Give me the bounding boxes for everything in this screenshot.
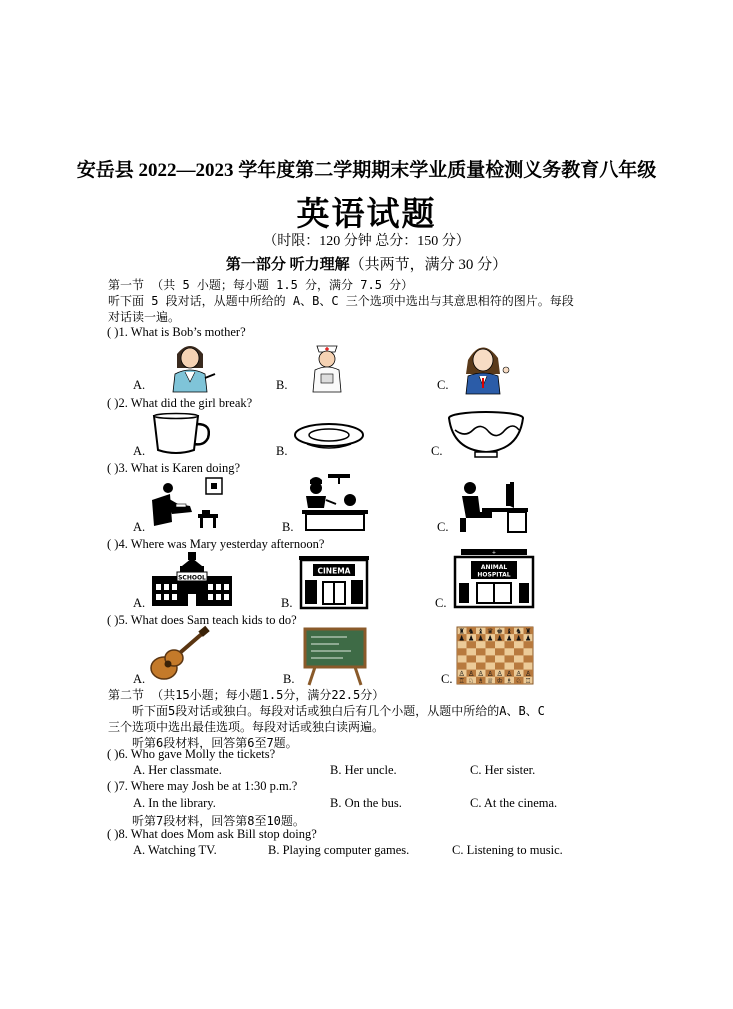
option-c[interactable]: C. Her sister. bbox=[470, 763, 536, 777]
option-label[interactable]: A. bbox=[133, 444, 146, 458]
school-sign: SCHOOL bbox=[178, 574, 206, 582]
option-c[interactable]: C. Listening to music. bbox=[452, 843, 563, 857]
option-label[interactable]: C. bbox=[441, 672, 453, 686]
option-a[interactable]: A. Watching TV. bbox=[133, 843, 217, 857]
svg-text:♔: ♔ bbox=[496, 677, 503, 685]
teacher-icon bbox=[458, 340, 512, 394]
svg-text:♗: ♗ bbox=[477, 677, 484, 685]
option-b[interactable]: B. Her uncle. bbox=[330, 763, 397, 777]
answer-blank[interactable]: ( ) bbox=[107, 779, 119, 793]
part1-heading-bold: 第一部分 听力理解 bbox=[225, 257, 350, 273]
answer-blank[interactable]: ( ) bbox=[107, 325, 119, 339]
svg-text:♟: ♟ bbox=[525, 634, 532, 643]
bowl-icon bbox=[447, 410, 525, 458]
part1-heading bbox=[0, 253, 733, 274]
question-5 bbox=[107, 613, 297, 628]
svg-text:♟: ♟ bbox=[477, 634, 484, 643]
cinema-sign: CINEMA bbox=[317, 566, 351, 576]
answer-blank[interactable]: ( ) bbox=[107, 827, 119, 841]
svg-text:♘: ♘ bbox=[468, 677, 475, 685]
question-text: 7. Where may Josh be at 1:30 p.m.? bbox=[118, 779, 298, 793]
option-b[interactable]: B. Playing computer games. bbox=[268, 843, 410, 857]
option-label[interactable]: B. bbox=[282, 520, 294, 534]
school-building-icon bbox=[152, 550, 232, 606]
option-a[interactable]: A. Her classmate. bbox=[133, 763, 222, 777]
svg-text:♟: ♟ bbox=[458, 634, 465, 643]
svg-text:♝: ♝ bbox=[477, 627, 484, 636]
chessboard-icon bbox=[457, 627, 533, 684]
svg-text:♙: ♙ bbox=[468, 669, 475, 678]
section1-heading: 第一节 （共 5 小题；每小题 1.5 分，满分 7.5 分） bbox=[108, 278, 414, 292]
svg-text:♞: ♞ bbox=[515, 627, 522, 636]
guitar-icon bbox=[148, 628, 210, 682]
svg-text:♙: ♙ bbox=[496, 669, 503, 678]
svg-text:♟: ♟ bbox=[468, 634, 475, 643]
answer-blank[interactable]: ( ) bbox=[107, 461, 119, 475]
svg-text:♟: ♟ bbox=[515, 634, 522, 643]
svg-text:+: + bbox=[491, 550, 497, 557]
answer-blank[interactable]: ( ) bbox=[107, 396, 119, 410]
svg-text:♜: ♜ bbox=[458, 627, 465, 636]
cinema-building-icon bbox=[299, 556, 369, 608]
question-text: 5. What does Sam teach kids to do? bbox=[118, 613, 297, 627]
option-label[interactable]: A. bbox=[133, 520, 146, 534]
option-c[interactable]: C. At the cinema. bbox=[470, 796, 558, 810]
option-a[interactable]: A. In the library. bbox=[133, 796, 216, 810]
answer-blank[interactable]: ( ) bbox=[107, 747, 119, 761]
option-label[interactable]: B. bbox=[276, 378, 288, 392]
cooking-icon bbox=[300, 472, 370, 532]
computer-desk-icon bbox=[456, 478, 528, 532]
reading-on-sofa-icon bbox=[150, 474, 226, 532]
svg-text:♙: ♙ bbox=[477, 669, 484, 678]
svg-text:♙: ♙ bbox=[458, 669, 465, 678]
option-b[interactable]: B. On the bus. bbox=[330, 796, 402, 810]
question-text: 4. Where was Mary yesterday afternoon? bbox=[118, 537, 325, 551]
receptionist-icon bbox=[165, 340, 215, 392]
question-8 bbox=[107, 827, 317, 842]
section2-instruction-1: 听下面5段对话或独白。每段对话或独白后有几个小题，从题中所给的A、B、C bbox=[132, 704, 545, 718]
svg-text:♖: ♖ bbox=[525, 677, 532, 685]
svg-text:♕: ♕ bbox=[487, 677, 494, 685]
option-label[interactable]: C. bbox=[431, 444, 443, 458]
question-1 bbox=[107, 325, 246, 340]
nurse-icon bbox=[305, 340, 349, 392]
material-7-note: 听第7段材料，回答第8至10题。 bbox=[132, 814, 305, 828]
svg-text:HOSPITAL: HOSPITAL bbox=[477, 571, 511, 579]
answer-blank[interactable]: ( ) bbox=[107, 613, 119, 627]
option-label[interactable]: B. bbox=[281, 596, 293, 610]
svg-text:♙: ♙ bbox=[487, 669, 494, 678]
question-text: 8. What does Mom ask Bill stop doing? bbox=[118, 827, 317, 841]
option-label[interactable]: C. bbox=[435, 596, 447, 610]
svg-text:♙: ♙ bbox=[506, 669, 513, 678]
cup-icon bbox=[150, 412, 214, 458]
plate-icon bbox=[293, 422, 365, 452]
question-text: 1. What is Bob’s mother? bbox=[118, 325, 246, 339]
question-6 bbox=[107, 747, 275, 762]
option-label[interactable]: A. bbox=[133, 672, 146, 686]
animal-hospital-icon bbox=[453, 549, 535, 607]
svg-text:♙: ♙ bbox=[525, 669, 532, 678]
svg-text:♙: ♙ bbox=[515, 669, 522, 678]
question-7 bbox=[107, 779, 297, 794]
svg-text:♜: ♜ bbox=[525, 627, 532, 636]
option-label[interactable]: C. bbox=[437, 378, 449, 392]
blackboard-icon bbox=[303, 627, 367, 685]
option-label[interactable]: B. bbox=[276, 444, 288, 458]
option-label[interactable]: C. bbox=[437, 520, 449, 534]
section2-heading: 第二节 （共15小题；每小题1.5分，满分22.5分） bbox=[108, 688, 385, 702]
svg-text:♝: ♝ bbox=[506, 627, 513, 636]
svg-text:ANIMAL: ANIMAL bbox=[480, 564, 508, 571]
svg-text:♟: ♟ bbox=[487, 634, 494, 643]
option-label[interactable]: B. bbox=[283, 672, 295, 686]
section1-instruction-2: 对话读一遍。 bbox=[108, 310, 181, 324]
question-text: 3. What is Karen doing? bbox=[118, 461, 241, 475]
svg-text:♖: ♖ bbox=[458, 677, 465, 685]
svg-text:♞: ♞ bbox=[468, 627, 475, 636]
material-6-note: 听第6段材料，回答第6至7题。 bbox=[132, 736, 298, 750]
question-2 bbox=[107, 396, 252, 411]
svg-text:♟: ♟ bbox=[496, 634, 503, 643]
answer-blank[interactable]: ( ) bbox=[107, 537, 119, 551]
part1-heading-rest: （共两节，满分 30 分） bbox=[349, 257, 508, 273]
question-text: 6. Who gave Molly the tickets? bbox=[118, 747, 276, 761]
section2-instruction-2: 三个选项中选出最佳选项。每段对话或独白读两遍。 bbox=[108, 720, 385, 734]
svg-text:♛: ♛ bbox=[487, 627, 494, 636]
section1-instruction-1: 听下面 5 段对话，从题中所给的 A、B、C 三个选项中选出与其意思相符的图片。每段 bbox=[108, 294, 574, 308]
exam-title-line1: 安岳县 2022—2023 学年度第二学期期末学业质量检测义务教育八年级 bbox=[76, 160, 657, 181]
option-label[interactable]: A. bbox=[133, 378, 146, 392]
exam-title-subject: 英语试题 bbox=[296, 197, 437, 233]
option-label[interactable]: A. bbox=[133, 596, 146, 610]
question-text: 2. What did the girl break? bbox=[118, 396, 253, 410]
svg-text:♚: ♚ bbox=[496, 627, 503, 636]
time-info: （时限：120 分钟 总分：150 分） bbox=[263, 234, 470, 249]
svg-text:♘: ♘ bbox=[515, 677, 522, 685]
svg-text:♟: ♟ bbox=[506, 634, 513, 643]
svg-text:♗: ♗ bbox=[506, 677, 513, 685]
